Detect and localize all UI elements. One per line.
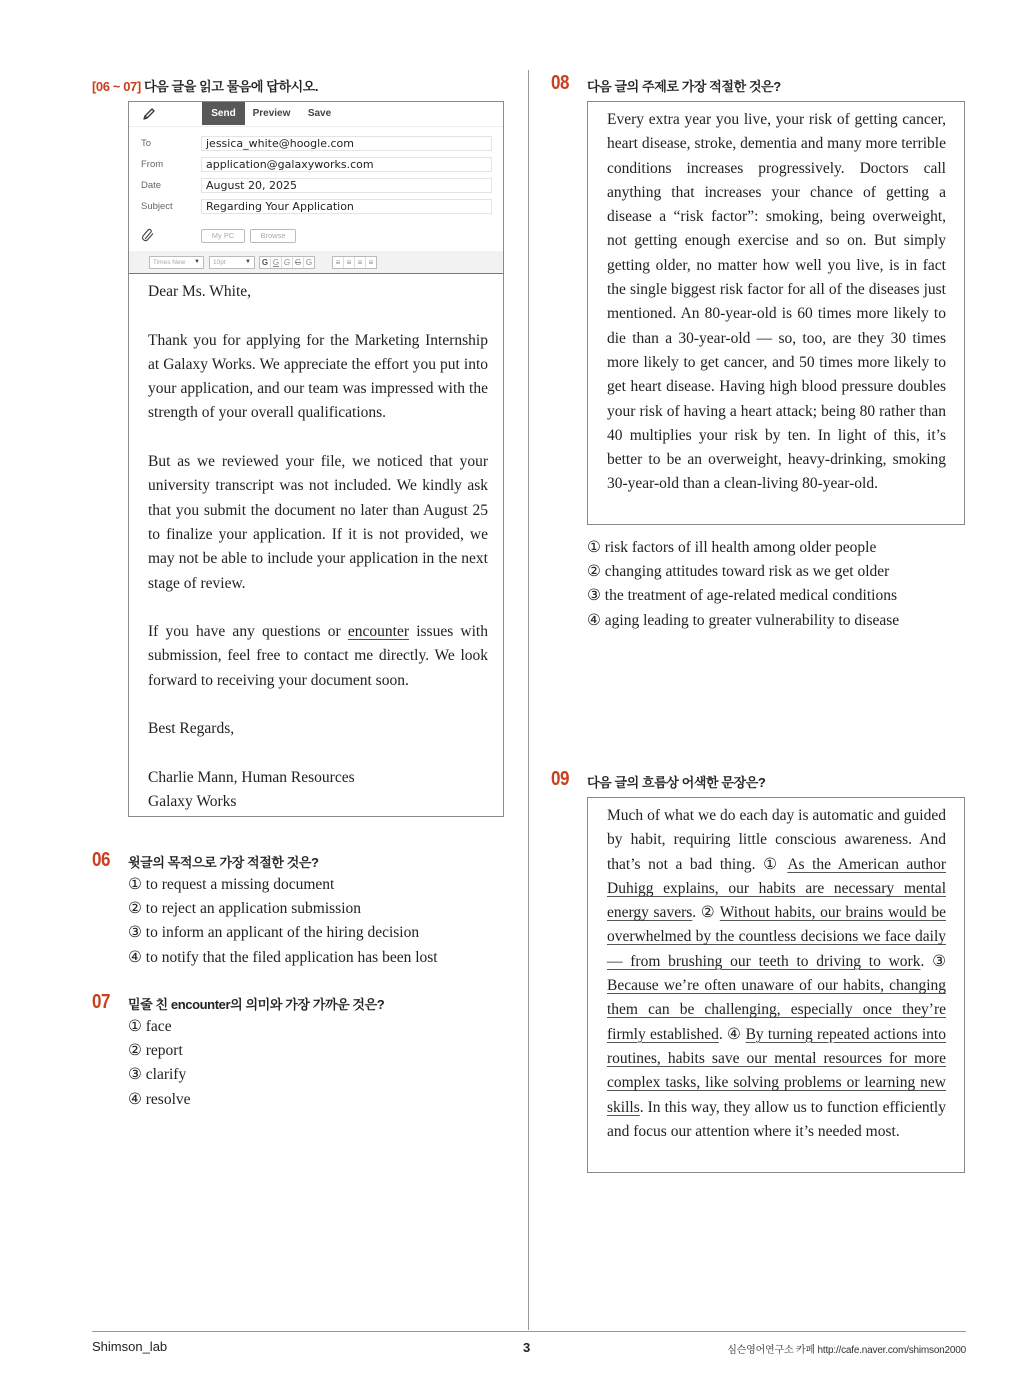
options-06 xyxy=(128,873,438,970)
email-greeting: Dear Ms. White, xyxy=(148,283,252,300)
browse-button[interactable]: Browse xyxy=(250,229,296,243)
email-compose-window xyxy=(128,101,504,817)
punct: . xyxy=(718,1025,728,1043)
question-prompt-07: 밑줄 친 encounter의 의미와 가장 가까운 것은? xyxy=(128,997,385,1012)
underlined-sentence-2[interactable]: Without habits, our brains would be overwhelmed by the countless decisions we face daily — from brushing our teeth to driving to work xyxy=(607,904,946,970)
sentence-marker-1: ① xyxy=(763,855,788,873)
question-prompt-06: 윗글의 목적으로 가장 적절한 것은? xyxy=(128,855,319,870)
email-paragraph-1: Thank you for applying for the Marketing Internship at Galaxy Works. We appreciate the effort you put into your application, and our team was impressed with the strength of your overall qualifications. xyxy=(148,331,488,422)
subject-label: Subject xyxy=(141,201,173,212)
sentence-marker-2: ② xyxy=(700,904,720,922)
email-body[interactable] xyxy=(148,280,488,815)
punct: . xyxy=(692,904,701,922)
email-closing: Best Regards, xyxy=(148,720,235,738)
option-06-1[interactable]: ① to request a missing document xyxy=(128,876,335,893)
option-07-3[interactable]: ③ clarify xyxy=(128,1066,187,1084)
set-range: [06 ~ 07] xyxy=(92,79,141,94)
from-row xyxy=(129,157,503,174)
underlined-word-encounter: encounter xyxy=(347,623,409,641)
question-number-07: 07 xyxy=(92,991,111,1013)
passage-box-08 xyxy=(587,101,965,525)
signature-company: Galaxy Works xyxy=(148,793,237,811)
set-header xyxy=(92,76,318,95)
bold-button[interactable]: G xyxy=(260,257,271,268)
underlined-sentence-4[interactable]: By turning repeated actions into routines, habits save our mental resources for more complex tasks, like solving problems or learning new skills xyxy=(607,1025,946,1116)
option-08-4[interactable]: ④ aging leading to greater vulnerability to disease xyxy=(587,611,900,629)
align-right-icon[interactable]: ≡ xyxy=(355,257,366,268)
options-07 xyxy=(128,1015,191,1112)
p3-text-after: issues with submission, feel free to contact me directly. We look forward to receiving your document soon. xyxy=(148,623,488,689)
set-instruction: 다음 글을 읽고 물음에 답하시오. xyxy=(144,79,319,94)
option-06-3[interactable]: ③ to inform an applicant of the hiring decision xyxy=(128,924,420,942)
date-label: Date xyxy=(141,180,162,191)
dropdown-arrow-icon: ▼ xyxy=(194,259,200,265)
punct: . xyxy=(920,952,933,970)
to-row xyxy=(129,136,503,153)
italic-button[interactable]: G xyxy=(282,257,293,268)
to-field[interactable]: jessica_white@hoogle.com xyxy=(201,136,492,151)
align-left-icon[interactable]: ≡ xyxy=(333,257,344,268)
question-prompt-08: 다음 글의 주제로 가장 적절한 것은? xyxy=(587,79,781,94)
sentence-marker-3: ③ xyxy=(932,952,947,970)
save-button[interactable]: Save xyxy=(307,108,332,119)
my-pc-button[interactable]: My PC xyxy=(201,229,245,243)
footer-divider xyxy=(92,1331,966,1332)
page-number: 3 xyxy=(523,1340,531,1355)
email-toolbar xyxy=(129,102,503,127)
passage-09-intro: Much of what we do each day is automatic and guided by habit, requiring little conscious awareness. And that’s not a bad thing. xyxy=(607,807,946,873)
date-field[interactable]: August 20, 2025 xyxy=(201,178,492,193)
column-divider xyxy=(528,70,529,1330)
option-06-4[interactable]: ④ to notify that the filed application has been lost xyxy=(128,948,438,966)
option-07-1[interactable]: ① face xyxy=(128,1018,172,1035)
question-number-08: 08 xyxy=(551,72,570,94)
option-08-2[interactable]: ② changing attitudes toward risk as we get older xyxy=(587,563,890,581)
pencil-icon xyxy=(141,106,157,122)
format-toolbar xyxy=(129,251,503,274)
question-prompt-09: 다음 글의 흐름상 어색한 문장은? xyxy=(587,775,766,790)
to-label: To xyxy=(141,138,152,149)
attachment-row xyxy=(129,226,503,246)
passage-09-text xyxy=(607,804,946,1144)
subject-field[interactable]: Regarding Your Application xyxy=(201,199,492,214)
passage-box-09 xyxy=(587,797,965,1173)
sentence-marker-4: ④ xyxy=(727,1025,746,1043)
dropdown-arrow-icon: ▼ xyxy=(245,259,251,265)
align-justify-icon[interactable]: ≡ xyxy=(368,258,374,267)
font-select[interactable] xyxy=(149,256,204,269)
passage-08-text: Every extra year you live, your risk of getting cancer, heart disease, stroke, dementia and many more terrible conditions increases progressively. Doctors call anything that increases your chance of getting a disease a “risk factor”: smoking, being overweight, not getting enough exercise and so on. But simply getting older, no matter how well you live, is in fact the single biggest risk factor for all of the diseases just mentioned. An 80-year-old is 60 times more likely to die than a 30-year-old — so, too, are they 30 times more likely to get cancer, and 50 times more likely to get heart disease. Having high blood pressure doubles your risk of having a heart attack; being 80 rather than 40 multiplies your risk by ten. In light of this, it’s better to be an overweight, heavy-drinking, smoking 30-year-old than a clean-living 80-year-old. xyxy=(607,111,946,493)
passage-09-outro: . In this way, they allow us to function efficiently and focus our attention where it’s needed most. xyxy=(607,1098,946,1140)
font-size-select[interactable] xyxy=(209,256,255,269)
font-select-value: Times New xyxy=(153,259,186,266)
p3-text-before: If you have any questions or xyxy=(148,623,348,641)
email-paragraph-2: But as we reviewed your file, we noticed that your university transcript was not included. We kindly ask that you submit the document no later than August 25 to finalize your application. If it is not provided, we may not be able to include your application in the next stage of review. xyxy=(148,453,488,592)
question-number-09: 09 xyxy=(551,768,570,790)
question-number-06: 06 xyxy=(92,849,111,871)
option-08-1[interactable]: ① risk factors of ill health among older people xyxy=(587,539,877,556)
align-center-icon[interactable]: ≡ xyxy=(344,257,355,268)
from-label: From xyxy=(141,159,164,170)
send-button[interactable]: Send xyxy=(202,102,245,125)
option-06-2[interactable]: ② to reject an application submission xyxy=(128,900,361,918)
paperclip-icon xyxy=(141,228,155,242)
font-size-value: 10pt xyxy=(213,259,226,266)
footer-cafe-link[interactable]: 심슨영어연구소 카페 http://cafe.naver.com/shimson2000 xyxy=(727,1345,966,1356)
option-07-2[interactable]: ② report xyxy=(128,1042,183,1060)
signature-name: Charlie Mann, Human Resources xyxy=(148,768,355,786)
underlined-sentence-3[interactable]: Because we’re often unaware of our habits, changing them can be challenging, especially once they’re firmly established xyxy=(607,977,946,1043)
option-08-3[interactable]: ③ the treatment of age-related medical conditions xyxy=(587,587,897,605)
options-08 xyxy=(587,536,899,633)
strikethrough-button[interactable]: G xyxy=(293,257,304,268)
text-color-button[interactable]: G xyxy=(305,258,313,267)
underlined-sentence-1[interactable]: As the American author Duhigg explains, our habits are necessary mental energy savers xyxy=(607,855,946,922)
email-paragraph-3 xyxy=(148,620,488,693)
text-style-buttons xyxy=(259,256,315,269)
align-buttons xyxy=(332,256,377,269)
subject-row xyxy=(129,199,503,216)
underline-button[interactable]: G xyxy=(271,257,282,268)
option-07-4[interactable]: ④ resolve xyxy=(128,1090,191,1108)
date-row xyxy=(129,178,503,195)
preview-button[interactable]: Preview xyxy=(252,108,291,119)
footer-brand: Shimson_lab xyxy=(92,1339,168,1354)
from-field[interactable]: application@galaxyworks.com xyxy=(201,157,492,172)
